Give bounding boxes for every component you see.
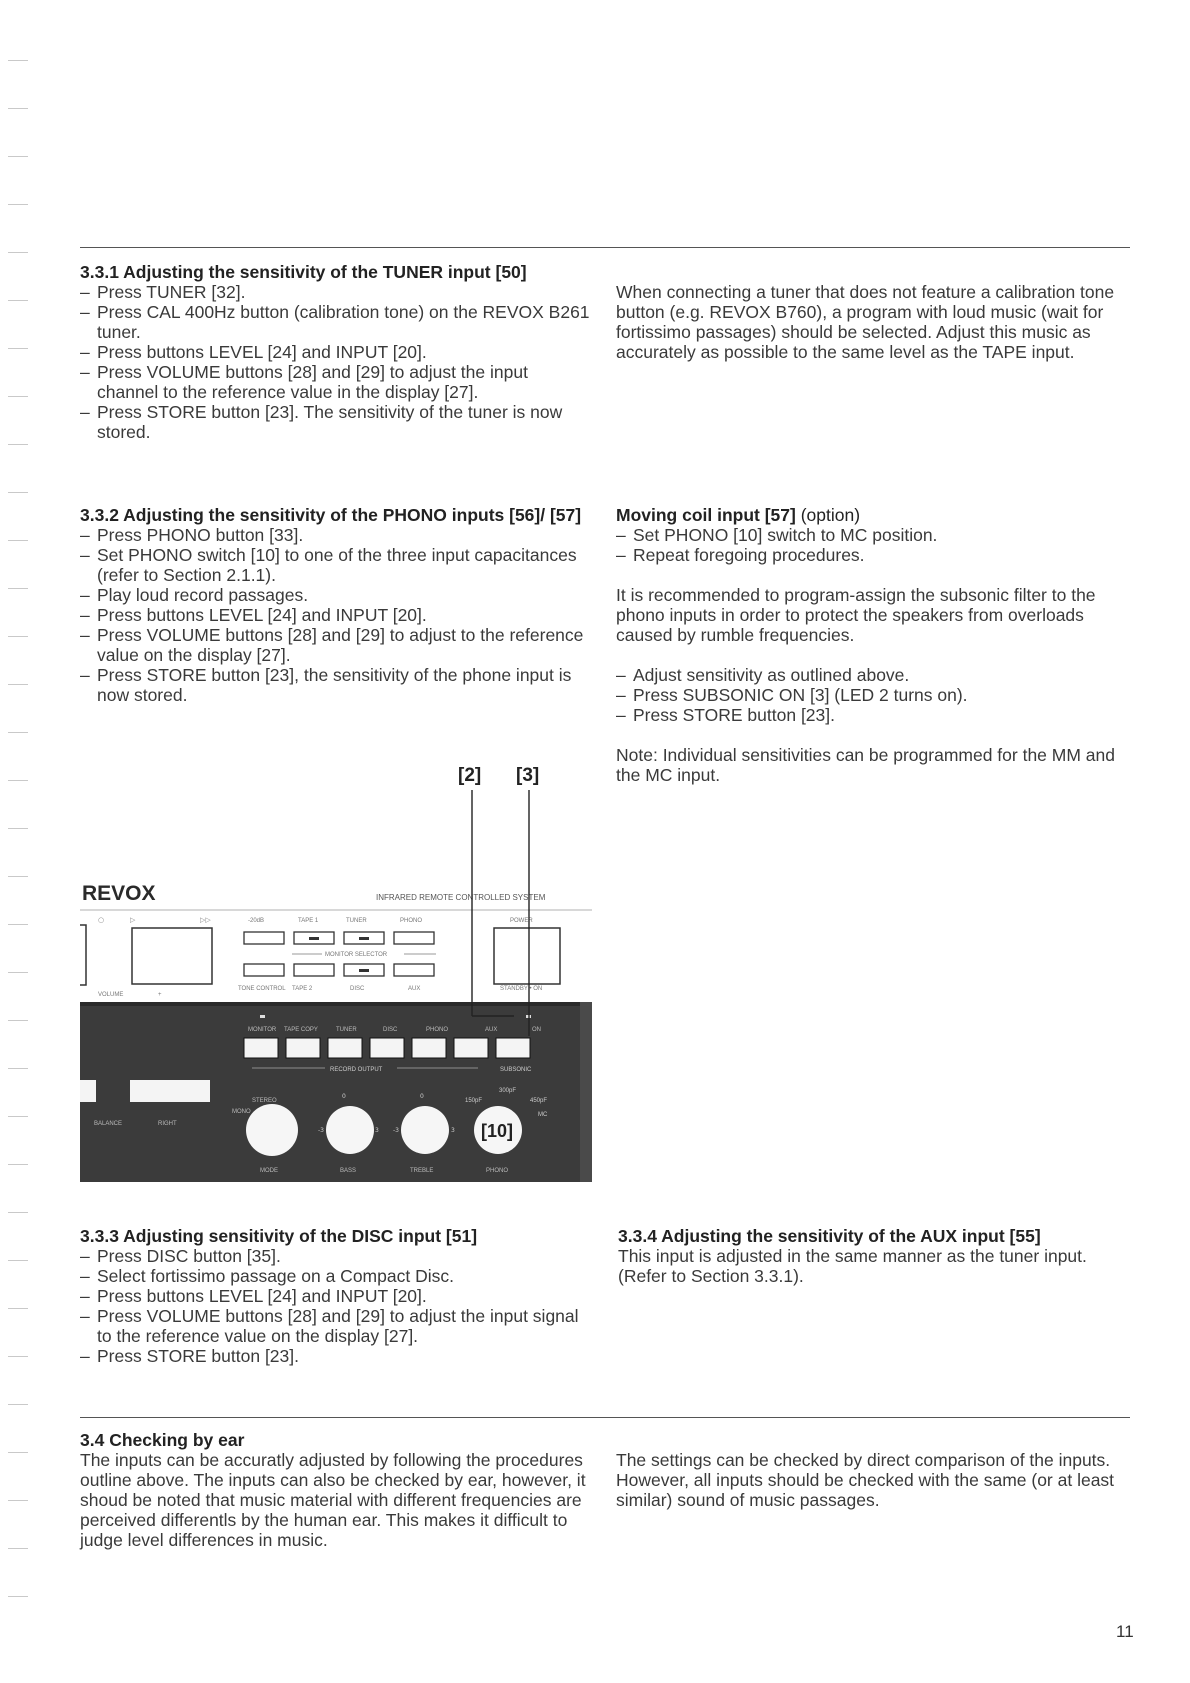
step: – Press STORE button [23]. <box>80 1346 590 1366</box>
section-3-3-3 <box>80 1226 590 1366</box>
section-heading: 3.3.2 Adjusting the sensitivity of the PHONO inputs [56]/ [57] <box>80 505 582 525</box>
standby-label: STANDBY • ON <box>500 986 543 992</box>
step: – Press buttons LEVEL [24] and INPUT [20]. <box>80 605 590 625</box>
section-heading: 3.3.4 Adjusting the sensitivity of the AUX input [55] <box>618 1226 1041 1246</box>
step: – Press DISC button [35]. <box>80 1246 590 1266</box>
callout-3: [3] <box>516 765 540 786</box>
paragraph: It is recommended to program-assign the subsonic filter to the phono inputs in order to protect the speakers from overloads caused by rumble frequencies. <box>616 585 1096 645</box>
revox-logo: REVOX <box>82 882 156 905</box>
source-label-bottom: TONE CONTROL <box>238 986 286 992</box>
cap-150-label: 150pF <box>465 1098 483 1104</box>
dark-label: PHONO <box>426 1027 449 1033</box>
dark-label: ON <box>532 1027 541 1033</box>
steps-list <box>80 1246 590 1366</box>
svg-text:-3: -3 <box>318 1127 324 1134</box>
section-heading: 3.3.1 Adjusting the sensitivity of the TUNER input [50] <box>80 262 527 282</box>
mc-label: MC <box>538 1112 548 1118</box>
source-label-top: TAPE 1 <box>298 918 319 924</box>
step: – Select fortissimo passage on a Compact Disc. <box>80 1266 590 1286</box>
banner-text: INFRARED REMOTE CONTROLLED SYSTEM <box>376 893 546 902</box>
dark-label: DISC <box>383 1027 398 1033</box>
source-label-top: TUNER <box>346 918 367 924</box>
step: – Press TUNER [32]. <box>80 282 590 302</box>
step: – Set PHONO [10] switch to MC position. <box>616 525 1128 545</box>
right-label: RIGHT <box>158 1121 177 1127</box>
section-3-3-4 <box>618 1226 1130 1286</box>
step: – Press buttons LEVEL [24] and INPUT [20]. <box>80 1286 590 1306</box>
svg-text:+: + <box>158 992 162 998</box>
source-label-top: -20dB <box>248 918 265 924</box>
step: – Press PHONO button [33]. <box>80 525 590 545</box>
monitor-selector-label: MONITOR SELECTOR <box>325 952 388 958</box>
paragraph: The settings can be checked by direct comparison of the inputs. However, all inputs should be checked with the same (or at least similar) sound of music passages. <box>616 1450 1115 1510</box>
svg-text:0: 0 <box>420 1093 424 1100</box>
svg-text:3: 3 <box>451 1127 455 1134</box>
step: – Play loud record passages. <box>80 585 590 605</box>
mode-label: MODE <box>260 1168 278 1174</box>
step: – Press STORE button [23]. <box>616 705 1128 725</box>
dark-label: MONITOR <box>248 1027 277 1033</box>
source-label-top: PHONO <box>400 918 423 924</box>
cap-300-label: 300pF <box>499 1088 517 1094</box>
section-3-4 <box>80 1430 590 1550</box>
step: – Press STORE button [23]. The sensitivity of the tuner is now stored. <box>80 402 590 442</box>
step: – Repeat foregoing procedures. <box>616 545 1128 565</box>
step: – Press buttons LEVEL [24] and INPUT [20]. <box>80 342 590 362</box>
stereo-label: STEREO <box>252 1098 277 1104</box>
bass-label: BASS <box>340 1168 357 1174</box>
treble-label: TREBLE <box>410 1168 434 1174</box>
dark-label: AUX <box>485 1027 498 1033</box>
step: – Press CAL 400Hz button (calibration tone) on the REVOX B261 tuner. <box>80 302 590 342</box>
source-label-bottom: DISC <box>350 986 365 992</box>
balance-label: BALANCE <box>94 1121 123 1127</box>
note: Note: Individual sensitivities can be programmed for the MM and the MC input. <box>616 745 1115 785</box>
svg-text:-3: -3 <box>393 1127 399 1134</box>
source-label-bottom: AUX <box>408 986 421 992</box>
dark-label: TUNER <box>336 1027 357 1033</box>
step: – Press VOLUME buttons [28] and [29] to adjust to the reference value on the display [27]. <box>80 625 590 665</box>
step: – Set PHONO switch [10] to one of the three input capacitances (refer to Section 2.1.1). <box>80 545 590 585</box>
record-output-label: RECORD OUTPUT <box>330 1067 383 1073</box>
callout-2: [2] <box>458 765 482 786</box>
paragraph: The inputs can be accuratly adjusted by following the procedures outline above. The inputs can also be checked by ear, however, it shoud be noted that music material with different frequencies are perceived differentls by the human ear. This makes it difficult to judge level differences in music. <box>80 1450 586 1550</box>
callout-10: [10] <box>481 1121 514 1141</box>
svg-text:▷: ▷ <box>130 916 136 924</box>
section-heading: 3.4 Checking by ear <box>80 1430 245 1450</box>
volume-label: VOLUME <box>98 992 124 998</box>
step: – Adjust sensitivity as outlined above. <box>616 665 1128 685</box>
svg-text:0: 0 <box>342 1093 346 1100</box>
svg-text:▷▷: ▷▷ <box>200 916 211 924</box>
subsonic-label: SUBSONIC <box>500 1067 532 1073</box>
power-label: POWER <box>510 918 533 924</box>
cap-450-label: 450pF <box>530 1098 548 1104</box>
svg-text:3: 3 <box>375 1127 379 1134</box>
paragraph: When connecting a tuner that does not feature a calibration tone button (e.g. REVOX B760), a program with loud music (wait for fortissimo passages) should be selected. Adjust this music as accurately as possible to the same level as the TAPE input. <box>616 282 1115 362</box>
step: – Press VOLUME buttons [28] and [29] to adjust the input channel to the reference value in the display [27]. <box>80 362 590 402</box>
page-number: 11 <box>1116 1622 1134 1641</box>
mono-label: MONO <box>232 1109 251 1115</box>
paragraph: This input is adjusted in the same manner as the tuner input. (Refer to Section 3.3.1). <box>618 1246 1087 1286</box>
phono-label: PHONO <box>486 1168 509 1174</box>
moving-coil-heading: Moving coil input [57] <box>616 505 796 525</box>
option-label: (option) <box>800 505 861 525</box>
source-label-bottom: TAPE 2 <box>292 986 313 992</box>
step: – Press STORE button [23], the sensitivity of the phone input is now stored. <box>80 665 590 705</box>
dark-label: TAPE COPY <box>284 1027 318 1033</box>
section-3-4-right <box>616 1450 1128 1510</box>
step: – Press SUBSONIC ON [3] (LED 2 turns on). <box>616 685 1128 705</box>
section-heading: 3.3.3 Adjusting sensitivity of the DISC input [51] <box>80 1226 478 1246</box>
svg-text:○: ○ <box>98 916 105 924</box>
step: – Press VOLUME buttons [28] and [29] to adjust the input signal to the reference value on the display [27]. <box>80 1306 590 1346</box>
